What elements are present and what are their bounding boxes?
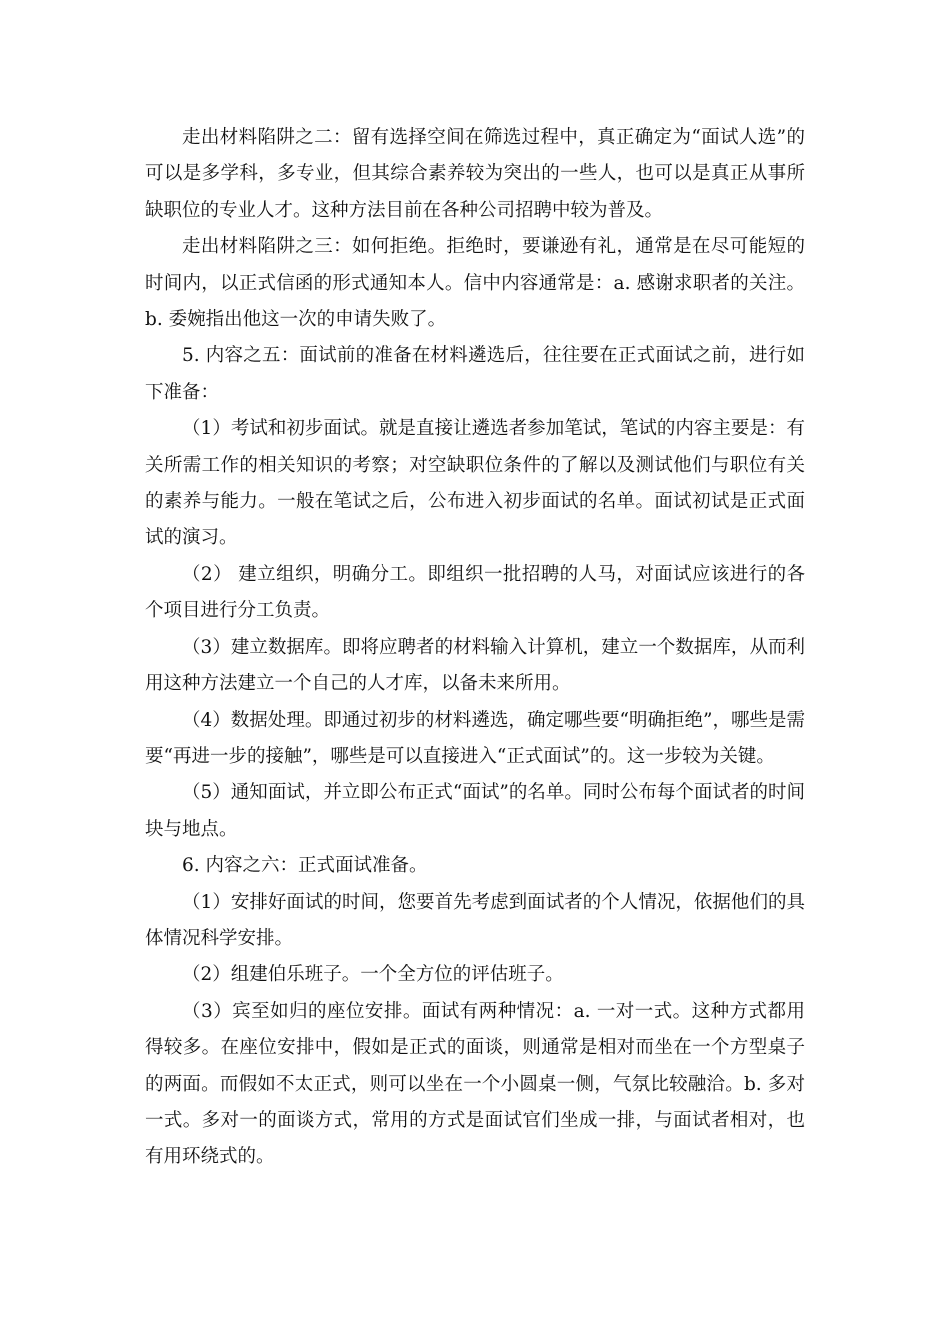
section-heading-content-six: 6. 内容之六：正式面试准备。 xyxy=(182,855,428,877)
paragraph-material-trap-two: 走出材料陷阱之二：留有选择空间在筛选过程中，真正确定为“面试人选”的可以是多学科，多专业，但其综合素养较为突出的一些人，也可以是真正从事所缺职位的专业人才。这种方法目前在各种公司招聘中较为普及。 xyxy=(145,127,805,221)
list-item-notify-interview: （5）通知面试，并立即公布正式“面试”的名单。同时公布每个面试者的时间块与地点。 xyxy=(145,782,805,840)
list-item-exam-and-initial-interview: （1）考试和初步面试。就是直接让遴选者参加笔试，笔试的内容主要是：有关所需工作的相关知识的考察；对空缺职位条件的了解以及测试他们与职位有关的素养与能力。一般在笔试之后，公布进入初步面试的名单。面试初试是正式面试的演习。 xyxy=(145,418,805,549)
list-item-build-database: （3）建立数据库。即将应聘者的材料输入计算机，建立一个数据库，从而利用这种方法建立一个自己的人才库，以备未来所用。 xyxy=(145,636,805,695)
list-item-data-processing: （4）数据处理。即通过初步的材料遴选，确定哪些要“明确拒绝”，哪些是需要“再进一步的接触”，哪些是可以直接进入“正式面试”的。这一步较为关键。 xyxy=(145,709,805,767)
list-item-build-organization: （2） 建立组织，明确分工。即组织一批招聘的人马，对面试应该进行的各个项目进行分工负责。 xyxy=(145,563,805,622)
document-body xyxy=(145,120,805,1176)
section-heading-content-five: 5. 内容之五：面试前的准备在材料遴选后，往往要在正式面试之前，进行如下准备： xyxy=(145,345,805,403)
list-item-schedule-time: （1）安排好面试的时间，您要首先考虑到面试者的个人情况，依据他们的具体情况科学安排。 xyxy=(145,891,805,949)
list-item-assessment-team: （2）组建伯乐班子。一个全方位的评估班子。 xyxy=(182,964,564,986)
paragraph-material-trap-three: 走出材料陷阱之三：如何拒绝。拒绝时，要谦逊有礼，通常是在尽可能短的时间内，以正式信函的形式通知本人。信中内容通常是：a. 感谢求职者的关注。b. 委婉指出他这一次的申请失败了。 xyxy=(145,236,805,331)
list-item-seating-arrangement: （3）宾至如归的座位安排。面试有两种情况：a. 一对一式。这种方式都用得较多。在座位安排中，假如是正式的面谈，则通常是相对而坐在一个方型桌子的两面。而假如不太正式，则可以坐在一个小圆桌一侧，气氛比较融洽。b. 多对一式。多对一的面谈方式，常用的方式是面试官们坐成一排，与面试者相对，也有用环绕式的。 xyxy=(145,1000,805,1168)
